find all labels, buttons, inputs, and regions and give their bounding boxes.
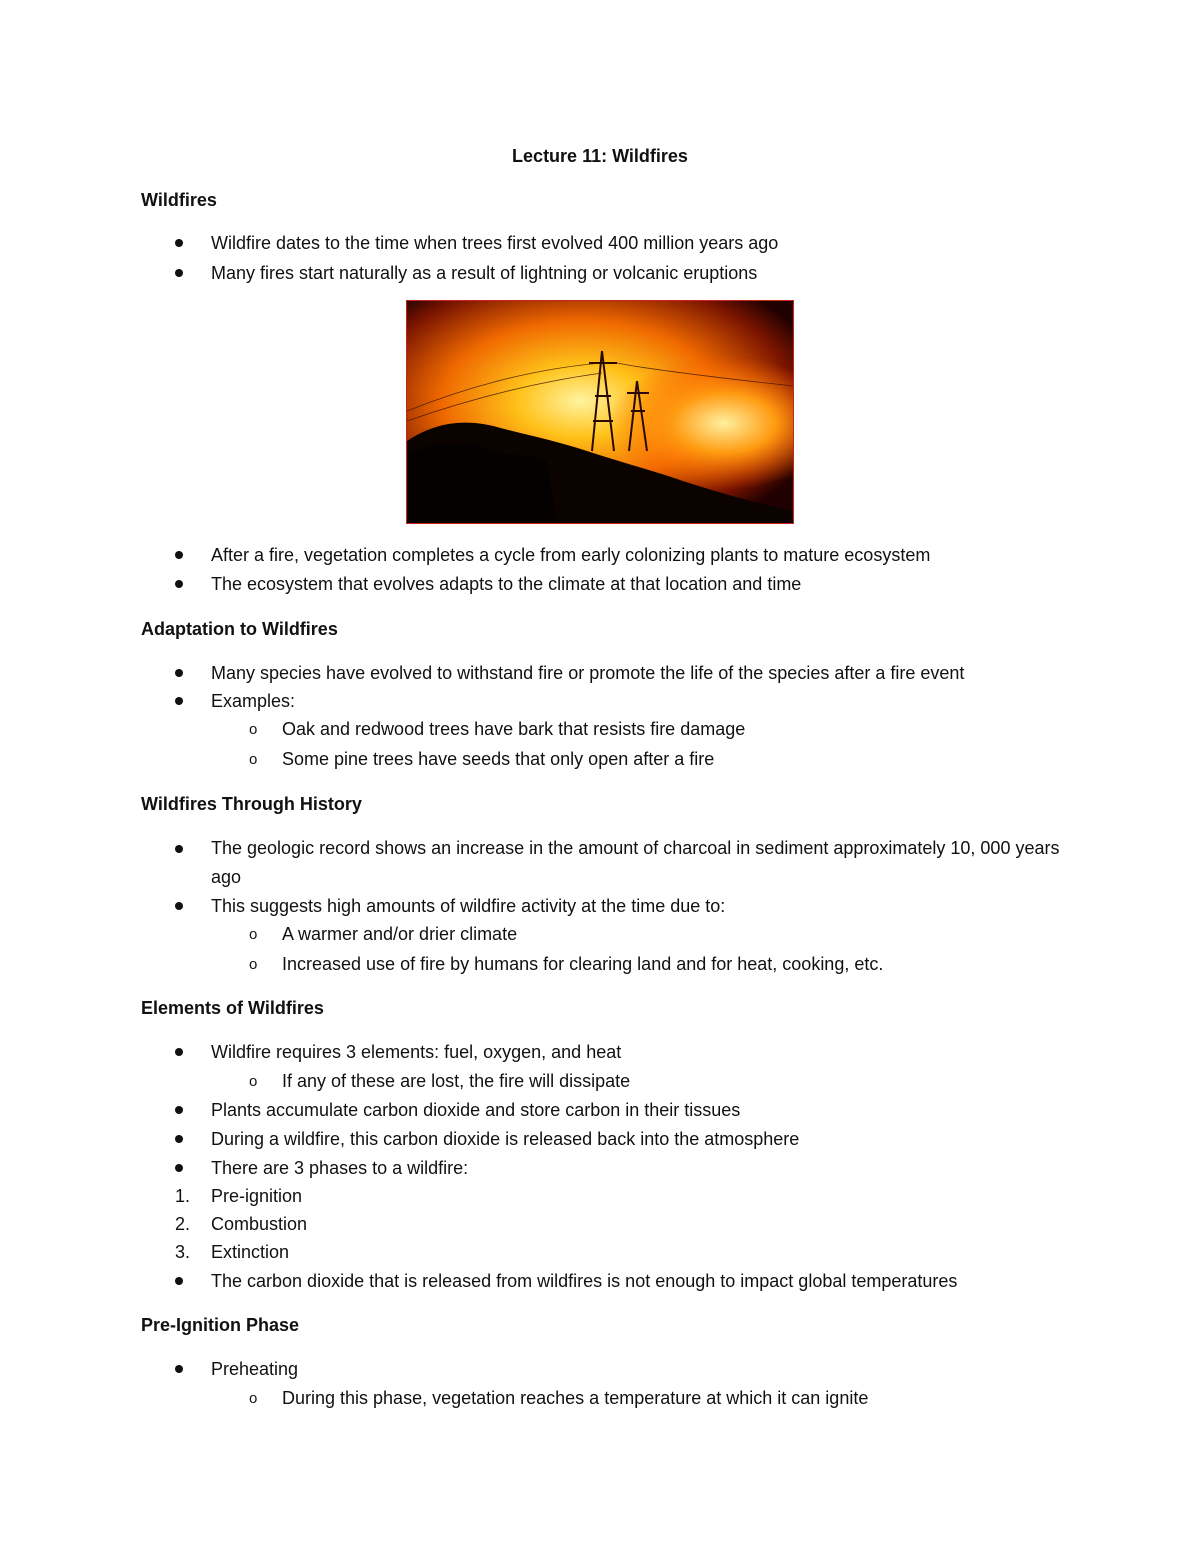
- bullet-dot: [175, 1277, 183, 1285]
- bullet-dot: [175, 580, 183, 588]
- sub-list-item: Oak and redwood trees have bark that resists fire damage: [282, 719, 746, 739]
- heading-elements: Elements of Wildfires: [141, 998, 324, 1018]
- page-title: Lecture 11: Wildfires: [512, 146, 688, 166]
- bullet-dot: [175, 239, 183, 247]
- list-item: There are 3 phases to a wildfire:: [211, 1158, 469, 1178]
- list-item: Many fires start naturally as a result of lightning or volcanic eruptions: [211, 263, 758, 283]
- numbered-item: Extinction: [211, 1242, 290, 1262]
- list-item: The ecosystem that evolves adapts to the climate at that location and time: [211, 574, 802, 594]
- sub-list-item: During this phase, vegetation reaches a temperature at which it can ignite: [282, 1388, 869, 1408]
- list-item: Wildfire dates to the time when trees first evolved 400 million years ago: [211, 233, 779, 253]
- sub-bullet-marker: o: [249, 1390, 258, 1407]
- heading-adaptation: Adaptation to Wildfires: [141, 619, 338, 639]
- list-item: Plants accumulate carbon dioxide and store carbon in their tissues: [211, 1100, 741, 1120]
- sub-list-item: Increased use of fire by humans for clearing land and for heat, cooking, etc.: [282, 954, 884, 974]
- heading-wildfires: Wildfires: [141, 190, 217, 210]
- list-item: This suggests high amounts of wildfire activity at the time due to:: [211, 896, 726, 916]
- bullet-dot: [175, 669, 183, 677]
- heading-preignition: Pre-Ignition Phase: [141, 1315, 300, 1335]
- list-item: Preheating: [211, 1359, 299, 1379]
- list-item: The carbon dioxide that is released from wildfires is not enough to impact global temperatures: [211, 1271, 958, 1291]
- numbered-item: Combustion: [211, 1214, 308, 1234]
- list-number: 2.: [175, 1214, 191, 1234]
- wildfire-photo: [406, 300, 794, 524]
- list-item: Wildfire requires 3 elements: fuel, oxygen, and heat: [211, 1042, 622, 1062]
- numbered-item: Pre-ignition: [211, 1186, 303, 1206]
- bullet-dot: [175, 1135, 183, 1143]
- wildfire-illustration: [407, 301, 793, 523]
- bullet-dot: [175, 1106, 183, 1114]
- bullet-dot: [175, 1365, 183, 1373]
- list-item: During a wildfire, this carbon dioxide is released back into the atmosphere: [211, 1129, 800, 1149]
- sub-bullet-marker: o: [249, 926, 258, 943]
- bullet-dot: [175, 845, 183, 853]
- list-item: The geologic record shows an increase in the amount of charcoal in sediment approximately 10, 000 years ago: [211, 838, 1060, 887]
- list-number: 1.: [175, 1186, 191, 1206]
- bullet-dot: [175, 551, 183, 559]
- bullet-dot: [175, 902, 183, 910]
- heading-history: Wildfires Through History: [141, 794, 362, 814]
- list-item: Examples:: [211, 691, 296, 711]
- sub-bullet-marker: o: [249, 751, 258, 768]
- list-number: 3.: [175, 1242, 191, 1262]
- sub-list-item: If any of these are lost, the fire will dissipate: [282, 1071, 631, 1091]
- bullet-dot: [175, 1164, 183, 1172]
- bullet-dot: [175, 697, 183, 705]
- sub-bullet-marker: o: [249, 1073, 258, 1090]
- list-item: Many species have evolved to withstand fire or promote the life of the species after a fire event: [211, 663, 965, 683]
- sub-list-item: A warmer and/or drier climate: [282, 924, 518, 944]
- sub-bullet-marker: o: [249, 956, 258, 973]
- sub-list-item: Some pine trees have seeds that only open after a fire: [282, 749, 715, 769]
- bullet-dot: [175, 1048, 183, 1056]
- bullet-dot: [175, 269, 183, 277]
- list-item: After a fire, vegetation completes a cycle from early colonizing plants to mature ecosystem: [211, 545, 931, 565]
- sub-bullet-marker: o: [249, 721, 258, 738]
